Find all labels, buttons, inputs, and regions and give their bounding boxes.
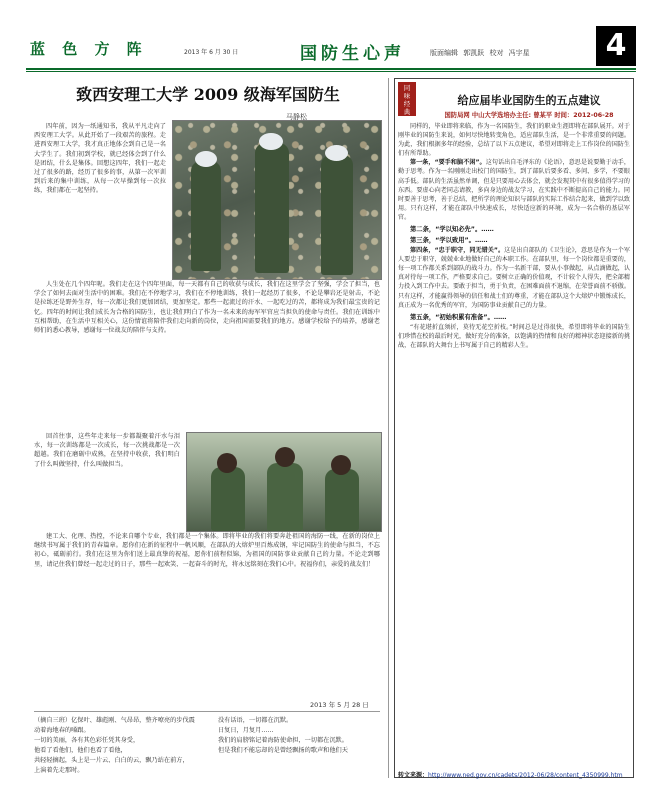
climber-figure xyxy=(255,143,289,273)
editor-credits: 版面编辑 郭凯跃 校对 冯宇星 xyxy=(430,49,530,57)
poem-line: 但是我们不能忘却的是曾经飘扬的歌声和他们天 xyxy=(218,747,348,754)
head-icon xyxy=(275,447,295,467)
section-heading: 第五条，“初始积累有准备”。…… xyxy=(410,313,507,321)
student-figure xyxy=(267,463,303,531)
section-text: 这句话出自毛泽东的《论语》，意思是说要勤于动手，勤于思考。作为一名刚刚走出校门的国防生，到了部队后要多看、多问、多学，不要眼高手低。部队的生活虽然单调，但是只要用心去体会，就会发现其中有很多值得学习的东西。要虚心向老同志请教，多向身边的战友学习，在实践中不断提高自己的能力。同时要善于思考，善于总结，把所学的理论知识与部队的实际工作结合起来，做到学以致用。只有这样，才能在部队中快速成长，尽快适应新的环境，成为一名合格的基层军官。 xyxy=(398,159,630,221)
source-label: 转文来源： xyxy=(398,772,429,779)
section-paragraph xyxy=(398,158,630,222)
section-heading: 第四条，“忠于职守，同无错关”。 xyxy=(410,247,505,255)
paragraph: “有花堪折直须折，莫待无花空折枝。”时间总是过得很快，希望即将毕业的国防生们珍惜在校的最后时光，做好充分的准备，以饱满的热情和良好的精神状态迎接新的挑战，在部队的大舞台上书写属于自己的精彩人生。 xyxy=(398,323,630,349)
section-heading: 第一条，“要手和脑不闲”。 xyxy=(410,159,486,167)
section-heading: 第二条，“学以知必先”。…… xyxy=(410,226,494,234)
paragraph: 人生处在几个四年呢。我们走在这个四年里面，每一天都有自己的收获与成长，我们在这里学会了坚强，学会了担当，也学会了如何去面对生活中的困难。我们在不停地学习，我们在不停地训练，我们一起经历了很多，不论是攀岩还是射击，不论是拉练还是野外生存，每一次都让我们更加团结，更加坚定。那些一起流过的汗水、一起吃过的苦，都将成为我们最宝贵的记忆。四年的时间让我们成长为合格的国防生，也让我们明白了作为一名未来的海军军官应当担负的使命与责任。我们在训练中互相帮助，在生活中互相关心，这份情谊将陪伴我们走向新的岗位，走向祖国需要我们的地方。感谢学校给予的培养，感谢老师们的悉心教导，感谢每一位战友的陪伴与支持。 xyxy=(34,281,380,335)
poem-line: 上演着先走那时。 xyxy=(34,767,84,774)
helmet-icon xyxy=(195,151,217,167)
article-body-4 xyxy=(34,532,380,710)
paragraph: 同样的，毕业即将来临，作为一名国防生，我们的职业生涯即将在部队展开。对于刚毕业的国防生来说，如何尽快地转变角色，适应部队生活，是一个非常重要的问题。为此，我们根据多年的经验，总结了以下五点建议，希望对即将走上工作岗位的国防生们有所帮助。 xyxy=(398,123,630,158)
badge-char: 经 xyxy=(403,100,411,108)
student-figure xyxy=(211,467,245,531)
poem-line: 没有话语，一切都在沉默。 xyxy=(218,717,293,724)
section-heading: 第三条，“学以致用”。…… xyxy=(410,237,488,245)
sidebar-meta: 国防局网 中山大学选培办主任: 曾某平 时间：2012-06-28 xyxy=(444,112,614,119)
poem-line: 一切的美丽，各有其色彩任凭其身受， xyxy=(34,737,140,744)
header-rule-thin xyxy=(26,71,636,72)
header-rule xyxy=(26,68,636,70)
section-paragraph xyxy=(398,246,630,310)
poem-column-2 xyxy=(218,716,380,756)
group-photo xyxy=(186,432,382,532)
column-divider xyxy=(388,78,389,778)
article-title: 致西安理工大学 2009 级海军国防生 xyxy=(76,85,340,104)
sidebar-body xyxy=(398,122,630,762)
helmet-icon xyxy=(259,133,283,150)
poem-line: 共轻轻摘起，头上是一片云、白白的云，飘乃站在前方， xyxy=(34,757,189,764)
article-body-2 xyxy=(34,280,380,430)
page-number: 4 xyxy=(596,26,636,66)
source-line xyxy=(398,770,623,779)
badge-char: 同 xyxy=(403,84,411,92)
head-icon xyxy=(217,453,237,473)
climber-figure xyxy=(321,155,353,275)
article-author: 马静松 xyxy=(286,113,307,121)
student-figure xyxy=(325,469,359,531)
poem-line: 他看了看他们，他们也看了看他， xyxy=(34,747,127,754)
badge-char: 典 xyxy=(403,108,411,116)
climber-figure xyxy=(191,161,221,271)
sidebar-title: 给应届毕业国防生的五点建议 xyxy=(457,94,601,107)
classic-badge xyxy=(398,82,416,116)
page-header xyxy=(26,26,636,68)
badge-char: 味 xyxy=(403,92,411,100)
article-date: 2013 年 5 月 28 日 xyxy=(310,701,369,709)
section-title: 国防生心声 xyxy=(300,44,405,64)
head-icon xyxy=(331,455,351,475)
issue-date: 2013 年 6 月 30 日 xyxy=(184,49,239,56)
poem-line: 我们的肩膀铭记着海防使命担，一切都在沉默。 xyxy=(218,737,348,744)
article-body-3 xyxy=(34,432,180,526)
article-body-1 xyxy=(34,122,166,270)
paragraph: 建工大、化理、热控，不论来自哪个专业，我们都是一个集体。即将毕业的我们将要奔赴祖国的海防一线，在新的岗位上继续书写属于我们的青春篇章。愿你们在新的征程中一帆风顺，在部队的大熔炉里百炼成钢，牢记国防生的使命与担当，不忘初心，砥砺前行。我们在这里为你们送上最真挚的祝福，愿你们前程似锦，为祖国的国防事业贡献自己的力量。不论走到哪里，请记住我们曾经一起走过的日子，那些一起欢笑、一起奋斗的时光，将永远铭刻在我们心中。祝福你们，亲爱的战友们！ xyxy=(34,533,380,568)
helmet-icon xyxy=(325,145,348,161)
section-text: 这是出自部队的《卫生论》，意思是作为一个军人要忠于职守，兢兢业业地做好自己的本职工作。在部队里，每一个岗位都是重要的，每一项工作都关系到部队的战斗力。作为一名新干部，要从小事做起，从点滴做起，认真对待每一项工作，严格要求自己。要树立正确的价值观，不计较个人得失，把全部精力投入到工作中去。要敢于担当，勇于负责，在困难面前不退缩，在荣誉面前不骄傲。只有这样，才能赢得领导的信任和战士们的尊重，才能在部队这个大熔炉中锻炼成长，真正成为一名优秀的军官，为国防事业贡献自己的力量。 xyxy=(398,247,630,309)
paragraph: 回首往事，这些年走来每一步都凝聚着汗水与泪水，每一次训练都是一次成长，每一次挑战都是一次超越。我们在磨砺中成熟，在坚持中收获，我们明白了什么叫做坚持，什么叫做担当。 xyxy=(34,433,180,468)
climbing-photo xyxy=(172,120,382,280)
poem-divider xyxy=(34,711,380,712)
poem-line: 日复日，月复月…… xyxy=(218,727,274,734)
poem-column-1 xyxy=(34,716,210,776)
newspaper-brand: 蓝 色 方 阵 xyxy=(30,40,148,58)
paragraph: 四年前，因为一纸通知书，我从平凡走向了西安理工大学。从此开始了一段艰苦的旅程。走进西安理工大学，我才真正地体会到自己是一名大学生了。我们初到学校，就已经体会到了什么是团结，什么是集体。回想这四年，我们一起走过了很多的路，经历了很多的事，从第一次军训到后来的集中训练，从每一次早操到每一次拉练，我们都在一起坚持。 xyxy=(34,123,166,195)
source-link[interactable]: http://www.ned.gov.cn/cadets/2012-06/28/content_4350999.htm xyxy=(428,772,623,779)
poem-line: （摘自三班）亿保叶、雄彪刚、气昂昂，整齐嘹亮的步伐震 xyxy=(34,717,195,724)
poem-line: 动着海地春的嗓跟。 xyxy=(34,727,90,734)
